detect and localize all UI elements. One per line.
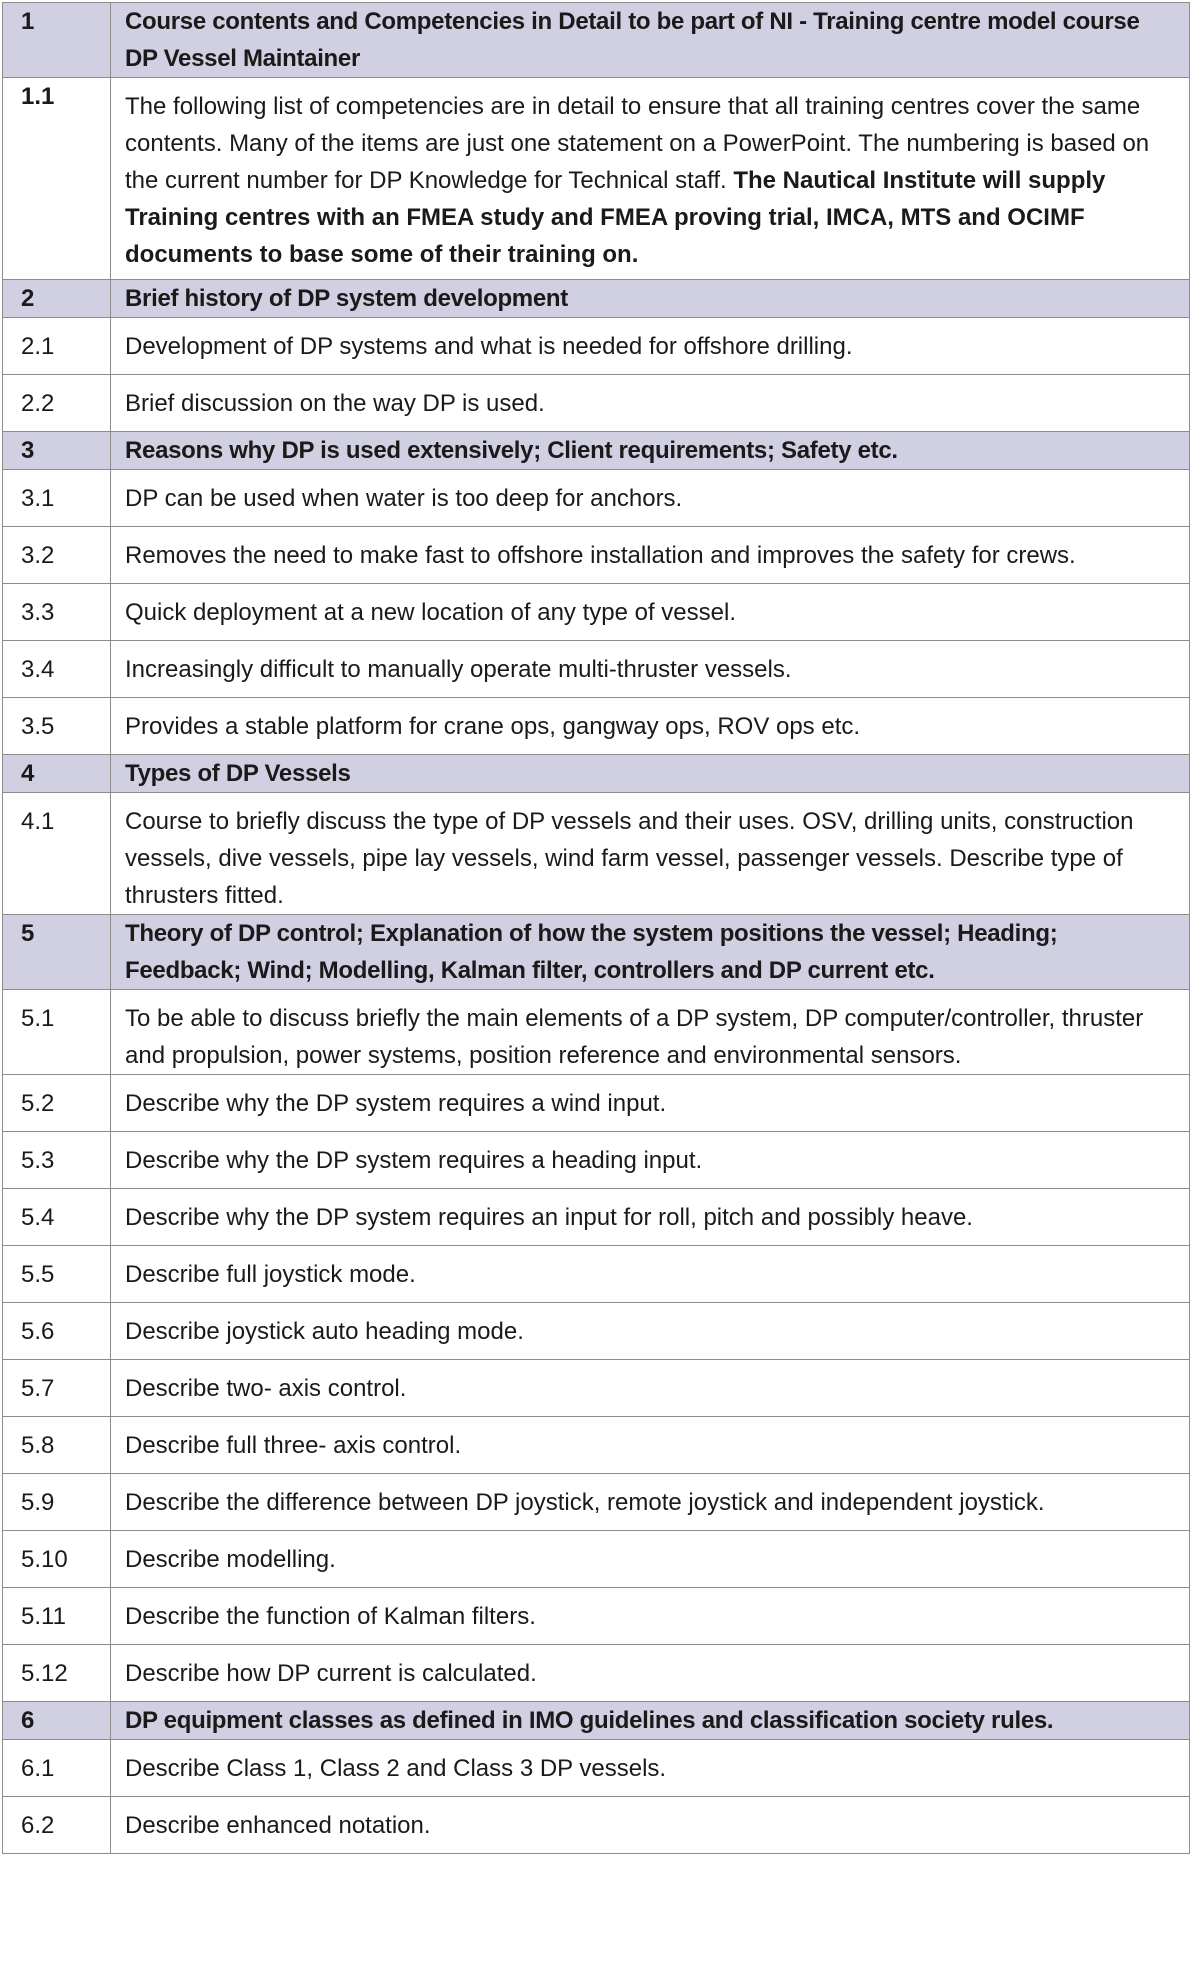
item-text-bold: The Nautical Institute will supply Training centres with an FMEA study and FMEA proving trial, IMCA, MTS and OCIMF documents to base some of their training on. xyxy=(125,167,1106,268)
item-number: 5.2 xyxy=(3,1075,111,1132)
section-number: 4 xyxy=(3,755,111,793)
item-text: Quick deployment at a new location of any type of vessel. xyxy=(111,584,1190,641)
item-text: Provides a stable platform for crane ops, gangway ops, ROV ops etc. xyxy=(111,698,1190,755)
item-number: 5.10 xyxy=(3,1531,111,1588)
item-text: Describe the difference between DP joystick, remote joystick and independent joystick. xyxy=(111,1474,1190,1531)
competency-row xyxy=(3,1645,1190,1702)
item-text: Describe the function of Kalman filters. xyxy=(111,1588,1190,1645)
competency-row xyxy=(3,78,1190,280)
item-number: 4.1 xyxy=(3,793,111,915)
item-text: Development of DP systems and what is needed for offshore drilling. xyxy=(111,318,1190,375)
section-heading-row xyxy=(3,432,1190,470)
competency-row xyxy=(3,318,1190,375)
item-number: 5.12 xyxy=(3,1645,111,1702)
item-text: Course to briefly discuss the type of DP vessels and their uses. OSV, drilling units, construction vessels, dive vessels, pipe lay vessels, wind farm vessel, passenger vessels. Describe type of thrusters fitted. xyxy=(111,793,1190,915)
item-number: 3.5 xyxy=(3,698,111,755)
item-number: 5.9 xyxy=(3,1474,111,1531)
item-text: Removes the need to make fast to offshore installation and improves the safety for crews. xyxy=(111,527,1190,584)
item-number: 6.2 xyxy=(3,1797,111,1854)
item-number: 3.4 xyxy=(3,641,111,698)
item-number: 3.3 xyxy=(3,584,111,641)
item-text: Increasingly difficult to manually operate multi-thruster vessels. xyxy=(111,641,1190,698)
section-title: DP equipment classes as defined in IMO guidelines and classification society rules. xyxy=(111,1702,1190,1740)
item-text: Describe two- axis control. xyxy=(111,1360,1190,1417)
section-title: Course contents and Competencies in Detail to be part of NI - Training centre model course DP Vessel Maintainer xyxy=(111,3,1190,78)
item-text: Describe why the DP system requires an input for roll, pitch and possibly heave. xyxy=(111,1189,1190,1246)
item-number: 5.11 xyxy=(3,1588,111,1645)
item-text xyxy=(111,78,1190,280)
item-number: 5.6 xyxy=(3,1303,111,1360)
competency-row xyxy=(3,470,1190,527)
competency-table xyxy=(2,2,1190,1854)
section-title: Types of DP Vessels xyxy=(111,755,1190,793)
section-heading-row xyxy=(3,1702,1190,1740)
competency-row xyxy=(3,1588,1190,1645)
competency-row xyxy=(3,1417,1190,1474)
item-text-regular: The following list of competencies are in detail to ensure that all training centres cover the same contents. Many of the items are just one statement on a PowerPoint. The numbering is based on the current number for DP Knowledge for Technical staff. xyxy=(125,93,1150,194)
competency-row xyxy=(3,1075,1190,1132)
item-text: Describe full three- axis control. xyxy=(111,1417,1190,1474)
competency-row xyxy=(3,1797,1190,1854)
item-number: 5.1 xyxy=(3,990,111,1075)
section-heading-row xyxy=(3,915,1190,990)
section-number: 5 xyxy=(3,915,111,990)
competency-row xyxy=(3,1303,1190,1360)
competency-row xyxy=(3,1740,1190,1797)
item-number: 2.1 xyxy=(3,318,111,375)
section-title: Theory of DP control; Explanation of how the system positions the vessel; Heading; Feedback; Wind; Modelling, Kalman filter, controllers and DP current etc. xyxy=(111,915,1190,990)
item-text: Describe why the DP system requires a wind input. xyxy=(111,1075,1190,1132)
section-number: 3 xyxy=(3,432,111,470)
section-title: Brief history of DP system development xyxy=(111,280,1190,318)
competency-row xyxy=(3,1474,1190,1531)
item-number: 5.4 xyxy=(3,1189,111,1246)
competency-row xyxy=(3,1531,1190,1588)
section-heading-row xyxy=(3,755,1190,793)
item-number: 5.3 xyxy=(3,1132,111,1189)
item-text: Describe joystick auto heading mode. xyxy=(111,1303,1190,1360)
section-number: 6 xyxy=(3,1702,111,1740)
section-title: Reasons why DP is used extensively; Client requirements; Safety etc. xyxy=(111,432,1190,470)
item-text: Describe Class 1, Class 2 and Class 3 DP vessels. xyxy=(111,1740,1190,1797)
item-number: 3.1 xyxy=(3,470,111,527)
competency-table-body xyxy=(3,3,1190,1854)
competency-row xyxy=(3,527,1190,584)
item-number: 5.7 xyxy=(3,1360,111,1417)
competency-row xyxy=(3,584,1190,641)
item-number: 3.2 xyxy=(3,527,111,584)
competency-row xyxy=(3,1246,1190,1303)
competency-row xyxy=(3,698,1190,755)
competency-row xyxy=(3,990,1190,1075)
item-number: 5.8 xyxy=(3,1417,111,1474)
competency-row xyxy=(3,1360,1190,1417)
competency-row xyxy=(3,1132,1190,1189)
item-number: 5.5 xyxy=(3,1246,111,1303)
item-text: Describe modelling. xyxy=(111,1531,1190,1588)
section-number: 1 xyxy=(3,3,111,78)
item-text: Describe full joystick mode. xyxy=(111,1246,1190,1303)
item-text: Brief discussion on the way DP is used. xyxy=(111,375,1190,432)
competency-row xyxy=(3,375,1190,432)
item-text: Describe how DP current is calculated. xyxy=(111,1645,1190,1702)
item-number: 1.1 xyxy=(3,78,111,280)
section-number: 2 xyxy=(3,280,111,318)
item-text: Describe why the DP system requires a heading input. xyxy=(111,1132,1190,1189)
section-heading-row xyxy=(3,3,1190,78)
item-text: DP can be used when water is too deep for anchors. xyxy=(111,470,1190,527)
competency-row xyxy=(3,1189,1190,1246)
item-text: Describe enhanced notation. xyxy=(111,1797,1190,1854)
competency-row xyxy=(3,641,1190,698)
item-text: To be able to discuss briefly the main elements of a DP system, DP computer/controller, thruster and propulsion, power systems, position reference and environmental sensors. xyxy=(111,990,1190,1075)
section-heading-row xyxy=(3,280,1190,318)
item-number: 6.1 xyxy=(3,1740,111,1797)
item-number: 2.2 xyxy=(3,375,111,432)
competency-row xyxy=(3,793,1190,915)
